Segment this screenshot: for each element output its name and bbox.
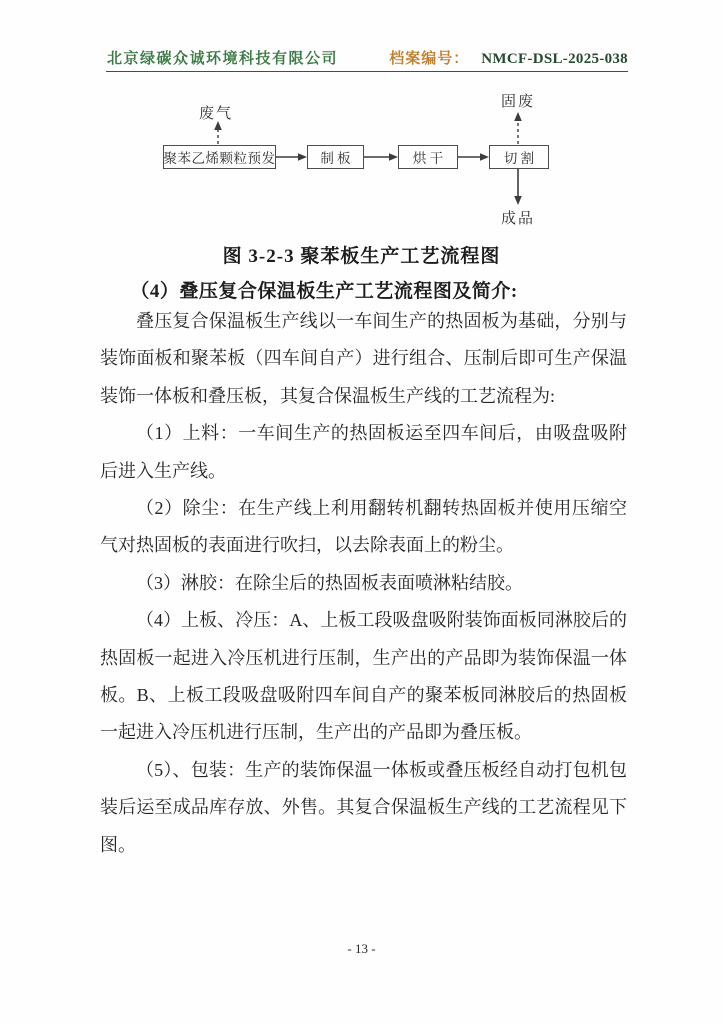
solid-waste-label: 固废 xyxy=(501,94,536,110)
archive-label: 档案编号： xyxy=(389,51,470,67)
waste-gas-label: 废气 xyxy=(199,106,234,122)
flow-step-cutting: 切 割 xyxy=(489,145,549,169)
body-text xyxy=(100,303,627,864)
process-flowchart xyxy=(0,0,723,240)
finished-product-label: 成品 xyxy=(501,211,536,227)
flow-arrows xyxy=(0,0,723,240)
section-heading: （4）叠压复合保温板生产工艺流程图及简介: xyxy=(130,281,518,302)
company-name: 北京绿碳众诚环境科技有限公司 xyxy=(107,51,339,67)
paragraph-intro: 叠压复合保温板生产线以一车间生产的热固板为基础，分别与装饰面板和聚苯板（四车间自产）进行组合、压制后即可生产保温装饰一体板和叠压板，其复合保温板生产线的工艺流程为: xyxy=(100,311,627,406)
figure-caption: 图 3-2-3 聚苯板生产工艺流程图 xyxy=(222,246,501,267)
paragraph-step-4-cold-press: （4）上板、冷压：A、上板工段吸盘吸附装饰面板同淋胶后的热固板一起进入冷压机进行压制，生产出的产品即为装饰保温一体板。B、上板工段吸盘吸附四车间自产的聚苯板同淋胶后的热固板一起进入冷压机进行压制，生产出的产品即为叠压板。 xyxy=(100,610,627,743)
flow-step-board-making: 制 板 xyxy=(307,145,364,169)
archive-number: NMCF-DSL-2025-038 xyxy=(481,51,628,67)
paragraph-step-2-dedusting: （2）除尘：在生产线上利用翻转机翻转热固板并使用压缩空气对热固板的表面进行吹扫，以去除表面上的粉尘。 xyxy=(100,498,627,556)
flow-step-granule-pre-expansion: 聚苯乙烯颗粒预发 xyxy=(163,145,276,169)
paragraph-step-3-glue: （3）淋胶：在除尘后的热固板表面喷淋粘结胶。 xyxy=(136,572,523,593)
paragraph-step-5-packaging: （5）、包装：生产的装饰保温一体板或叠压板经自动打包机包装后运至成品库存放、外售。其复合保温板生产线的工艺流程见下图。 xyxy=(100,759,627,855)
paragraph-step-1-loading: （1）上料：一车间生产的热固板运至四车间后，由吸盘吸附后进入生产线。 xyxy=(100,423,627,481)
page-number: - 13 - xyxy=(347,941,376,956)
flow-step-drying: 烘 干 xyxy=(398,145,458,169)
